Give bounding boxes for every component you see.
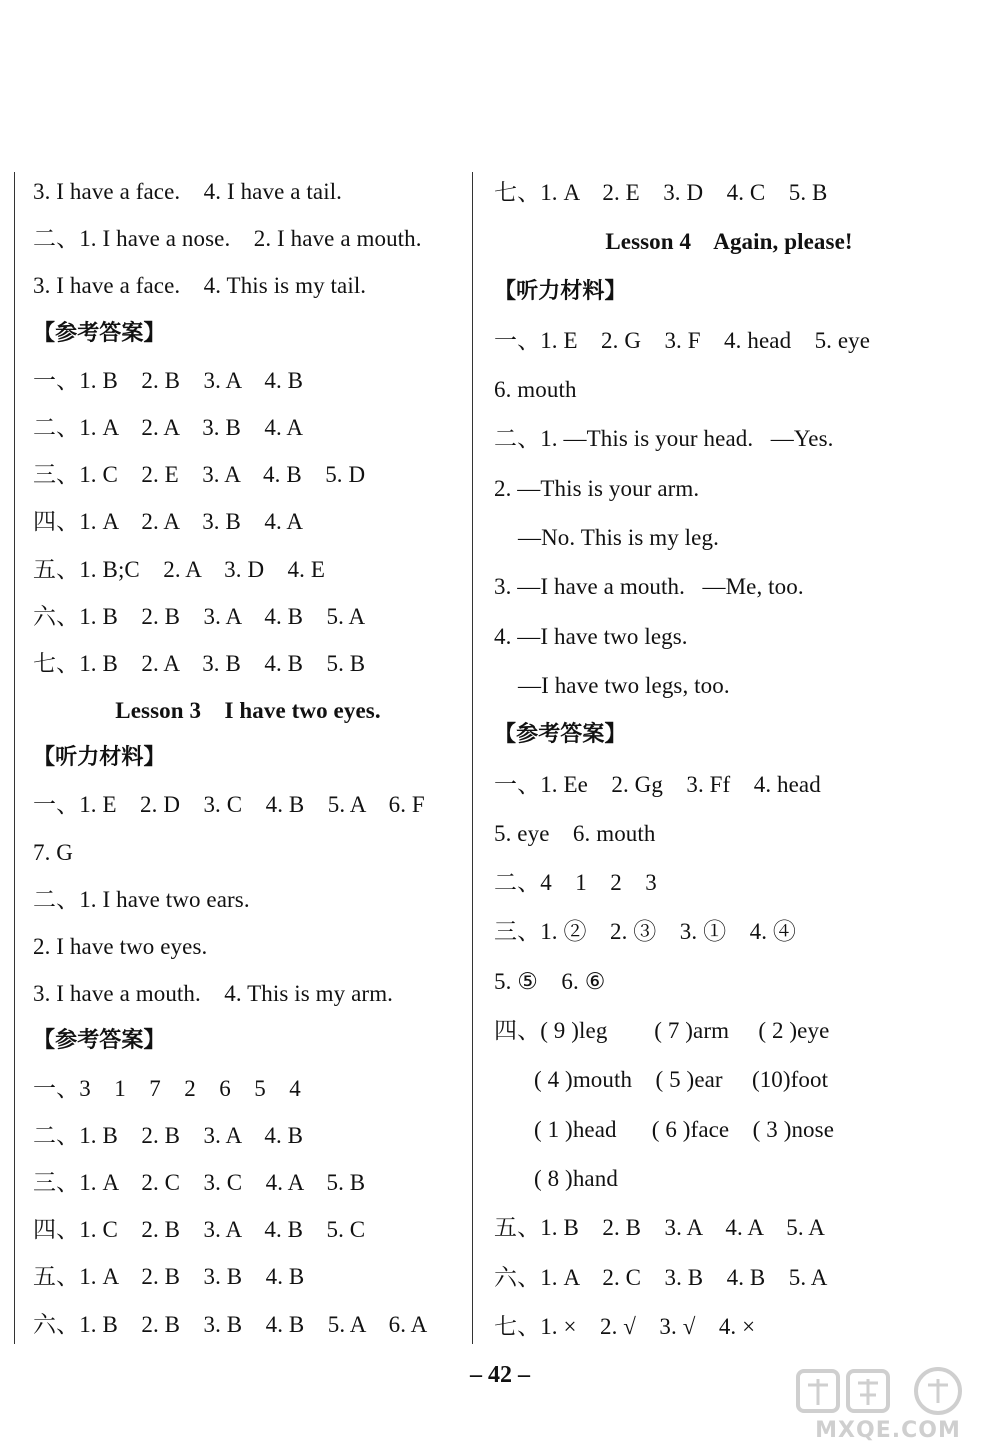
column-divider bbox=[472, 172, 473, 1344]
answer-line: 3. —I have a mouth. —Me, too. bbox=[494, 574, 804, 600]
page-number: – 42 – bbox=[470, 1362, 530, 1388]
answer-line: 五、1. B;C 2. A 3. D 4. E bbox=[33, 556, 326, 582]
lesson-heading: Lesson 3 I have two eyes. bbox=[115, 698, 381, 724]
lesson-heading: Lesson 4 Again, please! bbox=[605, 229, 853, 255]
answer-line: 六、1. A 2. C 3. B 4. B 5. A bbox=[494, 1264, 828, 1290]
answer-line: 2. I have two eyes. bbox=[33, 934, 208, 959]
answer-line: —No. This is my leg. bbox=[518, 525, 719, 551]
right-column bbox=[494, 168, 964, 1351]
answer-line: ( 4 )mouth ( 5 )ear (10)foot bbox=[534, 1067, 829, 1093]
answer-line: 六、1. B 2. B 3. B 4. B 5. A 6. A bbox=[33, 1311, 428, 1337]
answer-line: 一、1. B 2. B 3. A 4. B bbox=[33, 367, 304, 393]
answer-line: 一、1. E 2. D 3. C 4. B 5. A 6. F bbox=[33, 792, 425, 818]
answer-line: 6. mouth bbox=[494, 377, 577, 403]
answer-line: 一、1. E 2. G 3. F 4. head 5. eye bbox=[494, 327, 871, 353]
section-label: 【参考答案】 bbox=[494, 722, 627, 748]
answer-line: 二、1. I have two ears. bbox=[33, 886, 250, 912]
answer-line: 三、1. A 2. C 3. C 4. A 5. B bbox=[33, 1169, 366, 1195]
answer-line: 四、1. C 2. B 3. A 4. B 5. C bbox=[33, 1217, 366, 1243]
answer-line: ( 1 )head ( 6 )face ( 3 )nose bbox=[534, 1116, 835, 1142]
answer-line: 二、1. A 2. A 3. B 4. A bbox=[33, 414, 304, 440]
answer-line: 二、1. I have a nose. 2. I have a mouth. bbox=[33, 226, 422, 252]
answer-line: —I have two legs, too. bbox=[518, 672, 730, 698]
section-label: 【参考答案】 bbox=[33, 1028, 166, 1054]
answer-line: 一、1. Ee 2. Gg 3. Ff 4. head bbox=[494, 771, 821, 797]
watermark bbox=[788, 1365, 988, 1445]
answer-line: 2. —This is your arm. bbox=[494, 475, 700, 501]
watermark-text: MXQE.COM bbox=[815, 1418, 961, 1443]
answer-line: 四、( 9 )leg ( 7 )arm ( 2 )eye bbox=[494, 1018, 830, 1044]
answer-line: 二、1. B 2. B 3. A 4. B bbox=[33, 1122, 304, 1148]
answer-line: 六、1. B 2. B 3. A 4. B 5. A bbox=[33, 603, 366, 629]
answer-line: 五、1. A 2. B 3. B 4. B bbox=[33, 1264, 305, 1290]
answer-line: 5. ⑤ 6. ⑥ bbox=[494, 968, 606, 994]
answer-line: 7. G bbox=[33, 839, 74, 865]
section-label: 【参考答案】 bbox=[33, 320, 166, 346]
answer-line: 4. —I have two legs. bbox=[494, 623, 688, 649]
section-label: 【听力材料】 bbox=[33, 745, 166, 771]
answer-line: 3. I have a mouth. 4. This is my arm. bbox=[33, 981, 394, 1007]
answer-line: 四、1. A 2. A 3. B 4. A bbox=[33, 509, 304, 535]
answer-site-logo-icon bbox=[788, 1365, 988, 1425]
answer-line: 七、1. A 2. E 3. D 4. C 5. B bbox=[494, 180, 828, 205]
answer-line: 二、4 1 2 3 bbox=[494, 870, 657, 896]
answer-line: 三、1. ② 2. ③ 3. ① 4. ④ bbox=[494, 919, 796, 945]
section-label: 【听力材料】 bbox=[494, 278, 627, 304]
answer-line: 3. I have a face. 4. I have a tail. bbox=[33, 179, 343, 204]
answer-line: 5. eye 6. mouth bbox=[494, 820, 656, 846]
answer-line: 3. I have a face. 4. This is my tail. bbox=[33, 273, 367, 299]
left-margin-rule bbox=[14, 172, 15, 1344]
answer-line: 五、1. B 2. B 3. A 4. A 5. A bbox=[494, 1215, 825, 1241]
answer-line: 七、1. B 2. A 3. B 4. B 5. B bbox=[33, 650, 366, 676]
answer-line: 三、1. C 2. E 3. A 4. B 5. D bbox=[33, 462, 366, 488]
answer-line: 七、1. × 2. √ 3. √ 4. × bbox=[494, 1313, 756, 1339]
left-column bbox=[33, 168, 463, 1348]
answer-line: 二、1. —This is your head. —Yes. bbox=[494, 426, 834, 452]
answer-line: 一、3 1 7 2 6 5 4 bbox=[33, 1075, 301, 1101]
answer-line: ( 8 )hand bbox=[534, 1165, 618, 1191]
